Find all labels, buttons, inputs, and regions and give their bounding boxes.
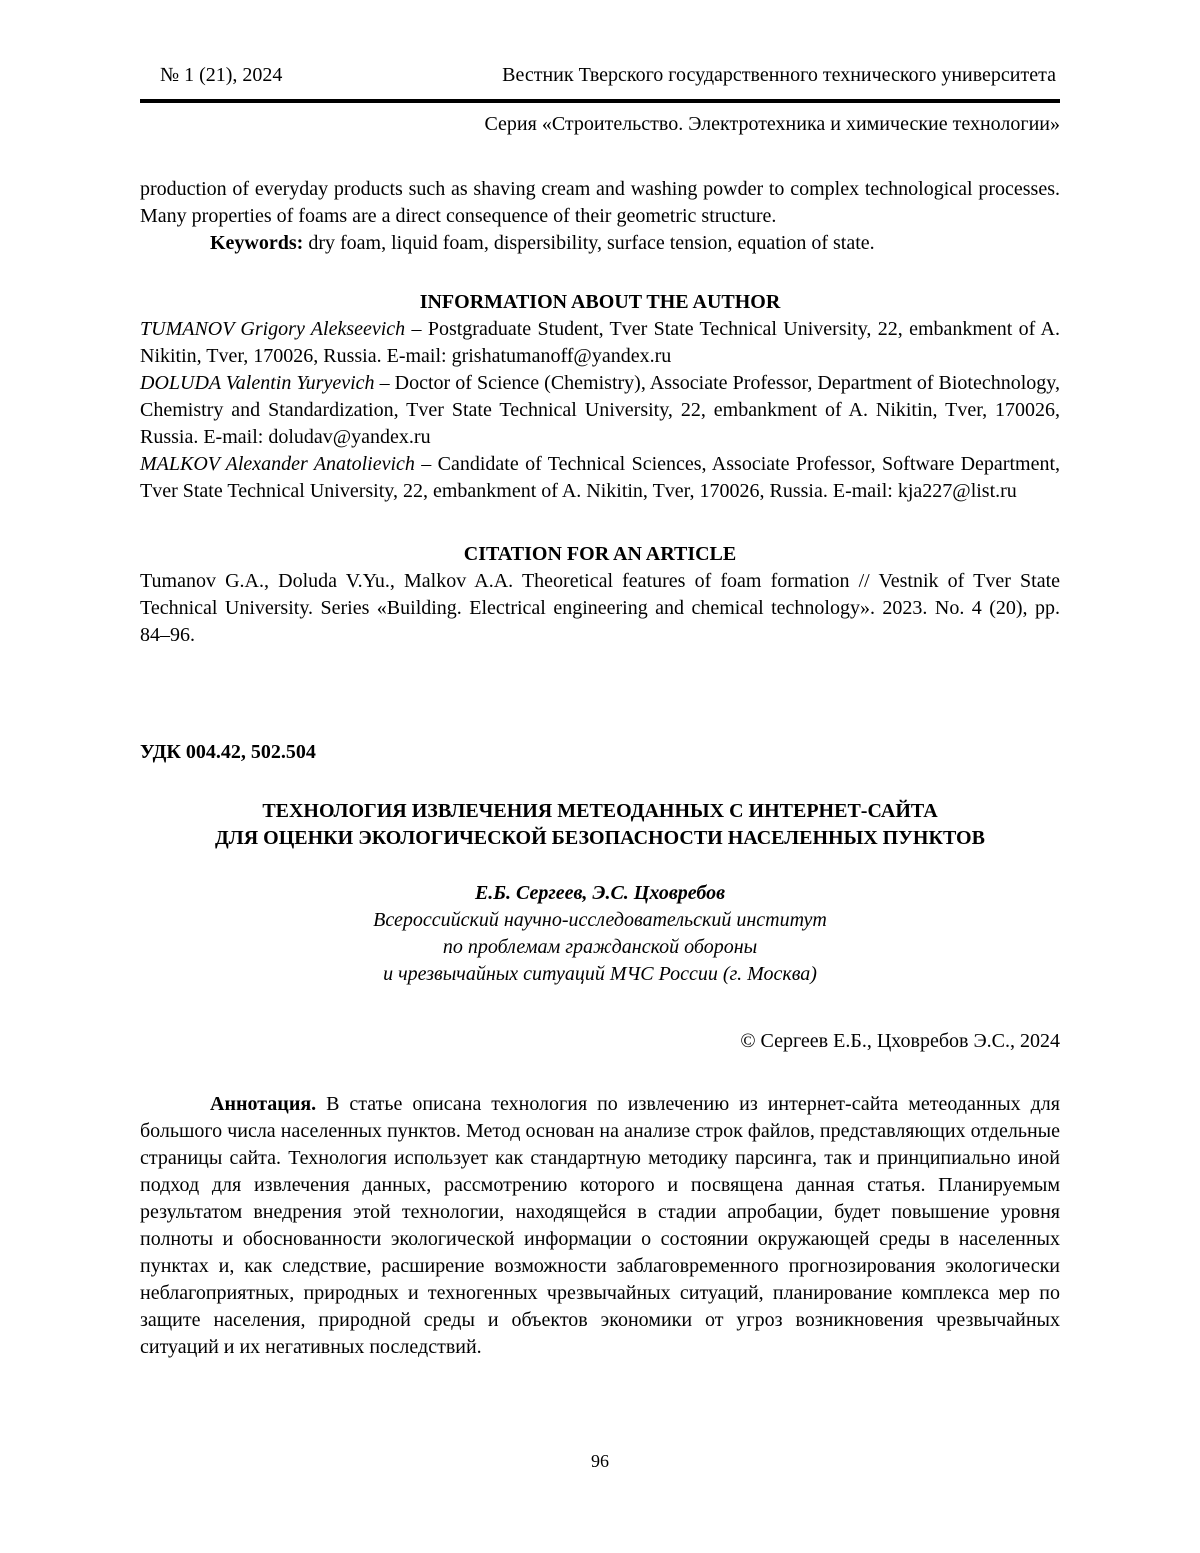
article-title-line1: ТЕХНОЛОГИЯ ИЗВЛЕЧЕНИЯ МЕТЕОДАННЫХ С ИНТЕРНЕТ-САЙТА xyxy=(262,800,938,822)
author-paragraph xyxy=(140,451,1060,505)
page-number: 96 xyxy=(591,1451,609,1471)
abstract-label: Аннотация. xyxy=(210,1093,317,1115)
keywords-text: dry foam, liquid foam, dispersibility, surface tension, equation of state. xyxy=(303,232,875,254)
affiliation-line: Всероссийский научно-исследовательский институт xyxy=(373,909,827,931)
citation-heading: CITATION FOR AN ARTICLE xyxy=(463,543,737,565)
keywords-paragraph xyxy=(140,230,1060,257)
article-title-line2: ДЛЯ ОЦЕНКИ ЭКОЛОГИЧЕСКОЙ БЕЗОПАСНОСТИ НАСЕЛЕННЫХ ПУНКТОВ xyxy=(215,827,985,849)
affiliation-line: по проблемам гражданской обороны xyxy=(442,936,758,958)
copyright-notice: © Сергеев Е.Б., Цховребов Э.С., 2024 xyxy=(740,1030,1060,1052)
author-info-heading: INFORMATION ABOUT THE AUTHOR xyxy=(419,291,781,313)
issue-number: № 1 (21), 2024 xyxy=(160,64,283,86)
page-header xyxy=(140,62,1060,103)
keywords-label: Keywords: xyxy=(210,232,304,254)
affiliation-line: и чрезвычайных ситуаций МЧС России (г. Москва) xyxy=(383,963,817,985)
article-title xyxy=(140,798,1060,852)
abstract-paragraph xyxy=(140,1091,1060,1361)
article-authors: Е.Б. Сергеев, Э.С. Цховребов xyxy=(474,882,726,904)
author-paragraph xyxy=(140,316,1060,370)
udc-code: УДК 004.42, 502.504 xyxy=(140,741,316,763)
author-details: – Postgraduate Student, Tver State Technical University, 22, embankment of A. Nikitin, Tver, 170026, Russia. E-mail: grishatumanoff@yandex.ru xyxy=(140,318,1061,367)
author-paragraph xyxy=(140,370,1060,451)
author-details: – Candidate of Technical Sciences, Associate Professor, Software Department, Tver State Technical University, 22, embankment of A. Nikitin, Tver, 170026, Russia. E-mail: kja227@list.ru xyxy=(140,453,1061,502)
author-name: DOLUDA Valentin Yuryevich xyxy=(140,372,375,394)
author-name: TUMANOV Grigory Alekseevich xyxy=(140,318,406,340)
abstract-text: В статье описана технология по извлечению из интернет-сайта метеоданных для большого числа населенных пунктов. Метод основан на анализе строк файлов, представляющих отдельные страницы сайта. Технология использует как стандартную методику парсинга, так и принципиально иной подход для извлечения данных, рассмотрению которого и посвящена данная статья. Планируемым результатом внедрения этой технологии, находящейся в стадии апробации, будет повышение уровня полноты и обоснованности экологической информации о состоянии окружающей среды в населенных пунктах и, как следствие, расширение возможности заблаговременного прогнозирования экологически неблагоприятных, природных и техногенных чрезвычайных ситуаций, планирование комплекса мер по защите населения, природной среды и объектов экономики от угроз возникновения чрезвычайных ситуаций и их негативных последствий. xyxy=(140,1093,1060,1358)
journal-title: Вестник Тверского государственного технического университета xyxy=(502,64,1056,86)
intro-paragraph: production of everyday products such as shaving cream and washing powder to complex technological processes. Many properties of foams are a direct consequence of their geometric structure. xyxy=(140,178,1060,227)
citation-paragraph: Tumanov G.A., Doluda V.Yu., Malkov A.A. Theoretical features of foam formation // Vestnik of Tver State Technical University. Series «Building. Electrical engineering and chemical technology». 2023. No. 4 (20), pp. 84–96. xyxy=(140,570,1060,646)
author-details: – Doctor of Science (Chemistry), Associate Professor, Department of Biotechnology, Chemistry and Standardization, Tver State Technical University, 22, embankment of A. Nikitin, Tver, 170026, Russia. E-mail: doludav@yandex.ru xyxy=(140,372,1061,448)
series-title: Серия «Строительство. Электротехника и химические технологии» xyxy=(484,113,1060,135)
author-name: MALKOV Alexander Anatolievich xyxy=(140,453,415,475)
